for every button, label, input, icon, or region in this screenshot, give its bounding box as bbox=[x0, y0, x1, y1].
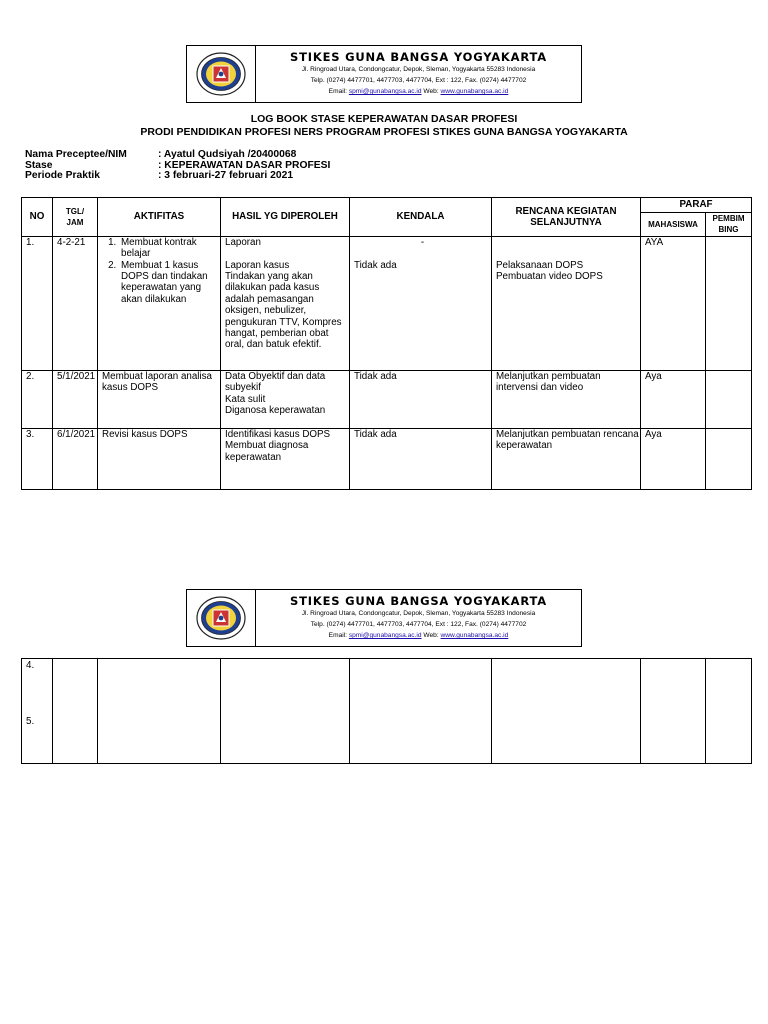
cell-hasil bbox=[221, 236, 350, 370]
email-link[interactable]: spmi@gunabangsa.ac.id bbox=[348, 632, 422, 639]
header-rencana bbox=[492, 198, 641, 237]
header-pembim-2: BING bbox=[718, 225, 739, 235]
cell-tgl: 4-2-21 bbox=[53, 236, 98, 370]
cell-hasil bbox=[221, 428, 350, 489]
hasil-line: Tindakan yang akan dilakukan pada kasus adalah pemasangan oksigen, nebulizer, pengukuran TTV, Kompres hangat, pemberian obat oral, dan batuk efektif. bbox=[225, 271, 342, 351]
institution-logo bbox=[187, 590, 256, 646]
hasil-line: Diganosa keperawatan bbox=[225, 405, 326, 417]
preceptee-label: Nama Preceptee/NIM bbox=[25, 149, 127, 160]
header-mahasiswa: MAHASISWA bbox=[641, 213, 706, 237]
stase-value: : KEPERAWATAN DASAR PROFESI bbox=[158, 159, 331, 171]
hasil-line: Identifikasi kasus DOPS bbox=[225, 428, 331, 440]
email-label: Email: bbox=[328, 632, 347, 639]
email-link[interactable]: spmi@gunabangsa.ac.id bbox=[348, 88, 422, 95]
header-rencana-1: RENCANA KEGIATAN bbox=[515, 205, 617, 217]
cell-hasil bbox=[221, 659, 350, 764]
activity-item: 1. Membuat kontrak belajar bbox=[119, 237, 220, 260]
hasil-line: Membuat diagnosa keperawatan bbox=[225, 440, 309, 463]
institution-seal-icon bbox=[195, 51, 247, 97]
cell-paraf-pembimbing bbox=[706, 370, 752, 428]
institution-phone: Telp. (0274) 4477701, 4477703, 4477704, Ext : 122, Fax. (0274) 4477702 bbox=[310, 77, 527, 84]
hasil-line: Laporan kasus bbox=[225, 259, 290, 271]
cell-no: 1. bbox=[22, 236, 53, 370]
table-row bbox=[22, 236, 752, 370]
cell-kendala bbox=[350, 236, 492, 370]
cell-aktifitas bbox=[98, 659, 221, 764]
cell-rencana bbox=[492, 659, 641, 764]
institution-address: Jl. Ringroad Utara, Condongcatur, Depok, Sleman, Yogyakarta 55283 Indonesia bbox=[301, 66, 536, 73]
web-link[interactable]: www.gunabangsa.ac.id bbox=[440, 88, 509, 95]
cell-tgl: 6/1/2021 bbox=[53, 428, 98, 489]
institution-name: STIKES GUNA BANGSA YOGYAKARTA bbox=[290, 594, 547, 608]
periode-value: : 3 februari-27 februari 2021 bbox=[158, 170, 294, 181]
cell-paraf-mahasiswa: Aya bbox=[641, 370, 706, 428]
cell-no: 2. bbox=[22, 370, 53, 428]
hasil-line: Data Obyektif dan data subyekif bbox=[225, 370, 326, 394]
cell-paraf-pembimbing bbox=[706, 236, 752, 370]
institution-address: Jl. Ringroad Utara, Condongcatur, Depok, Sleman, Yogyakarta 55283 Indonesia bbox=[301, 610, 536, 617]
institution-name: STIKES GUNA BANGSA YOGYAKARTA bbox=[290, 50, 547, 64]
kendala-line: - bbox=[420, 236, 425, 248]
email-label: Email: bbox=[328, 88, 347, 95]
preceptee-info bbox=[25, 150, 330, 182]
rencana-line: Pelaksanaan DOPS bbox=[496, 259, 584, 271]
activity-item: 2. Membuat 1 kasus DOPS dan tindakan keperawatan yang akan dilakukan bbox=[119, 260, 220, 306]
institution-logo bbox=[187, 46, 256, 102]
letterhead bbox=[186, 45, 582, 103]
hasil-line: Laporan bbox=[225, 236, 261, 248]
preceptee-value: : Ayatul Qudsiyah /20400068 bbox=[158, 149, 297, 160]
cell-kendala: Tidak ada bbox=[350, 428, 492, 489]
hasil-line: Kata sulit bbox=[225, 393, 266, 405]
header-tgl-jam bbox=[53, 198, 98, 237]
periode-label: Periode Praktik bbox=[25, 170, 100, 181]
letterhead bbox=[186, 589, 582, 647]
institution-contact bbox=[256, 630, 581, 641]
document-title-1: LOG BOOK STASE KEPERAWATAN DASAR PROFESI bbox=[250, 113, 518, 125]
cell-paraf-pembimbing bbox=[706, 659, 752, 764]
header-kendala: KENDALA bbox=[350, 198, 492, 237]
header-aktifitas: AKTIFITAS bbox=[98, 198, 221, 237]
cell-kendala: Tidak ada bbox=[350, 370, 492, 428]
cell-aktifitas bbox=[98, 236, 221, 370]
web-label: Web: bbox=[423, 88, 439, 95]
rencana-line: Pembuatan video DOPS bbox=[496, 271, 603, 282]
cell-tgl bbox=[53, 659, 98, 764]
header-pembimbing bbox=[706, 213, 752, 237]
logbook-table-continued bbox=[21, 658, 752, 764]
table-row bbox=[22, 370, 752, 428]
table-row bbox=[22, 428, 752, 489]
cell-hasil bbox=[221, 370, 350, 428]
cell-paraf-mahasiswa: AYA bbox=[641, 236, 706, 370]
header-rencana-2: SELANJUTNYA bbox=[530, 216, 602, 228]
cell-rencana: Melanjutkan pembuatan rencana keperawatan bbox=[492, 428, 641, 489]
header-jam: JAM bbox=[66, 217, 84, 227]
stase-label: Stase bbox=[25, 159, 53, 171]
cell-paraf-mahasiswa: Aya bbox=[641, 428, 706, 489]
logbook-table bbox=[21, 197, 752, 490]
cell-no bbox=[22, 659, 53, 764]
header-no: NO bbox=[22, 198, 53, 237]
cell-no: 3. bbox=[22, 428, 53, 489]
document-title-2: PRODI PENDIDIKAN PROFESI NERS PROGRAM PROFESI STIKES GUNA BANGSA YOGYAKARTA bbox=[140, 126, 628, 138]
row-number: 5. bbox=[26, 716, 35, 728]
cell-tgl: 5/1/2021 bbox=[53, 370, 98, 428]
web-label: Web: bbox=[423, 632, 439, 639]
cell-paraf-mahasiswa bbox=[641, 659, 706, 764]
table-row bbox=[22, 659, 752, 764]
cell-rencana bbox=[492, 236, 641, 370]
institution-contact bbox=[256, 86, 581, 97]
cell-kendala bbox=[350, 659, 492, 764]
cell-aktifitas: Membuat laporan analisa kasus DOPS bbox=[98, 370, 221, 428]
header-hasil: HASIL YG DIPEROLEH bbox=[221, 198, 350, 237]
cell-aktifitas: Revisi kasus DOPS bbox=[98, 428, 221, 489]
header-pembim-1: PEMBIM bbox=[712, 214, 745, 223]
institution-phone: Telp. (0274) 4477701, 4477703, 4477704, Ext : 122, Fax. (0274) 4477702 bbox=[310, 621, 527, 628]
row-number: 4. bbox=[26, 660, 35, 671]
kendala-line: Tidak ada bbox=[354, 259, 397, 271]
web-link[interactable]: www.gunabangsa.ac.id bbox=[440, 632, 509, 639]
header-paraf: PARAF bbox=[641, 198, 752, 213]
header-tgl: TGL/ bbox=[65, 206, 85, 216]
cell-paraf-pembimbing bbox=[706, 428, 752, 489]
institution-seal-icon bbox=[195, 595, 247, 641]
cell-rencana: Melanjutkan pembuatan intervensi dan video bbox=[492, 370, 641, 428]
